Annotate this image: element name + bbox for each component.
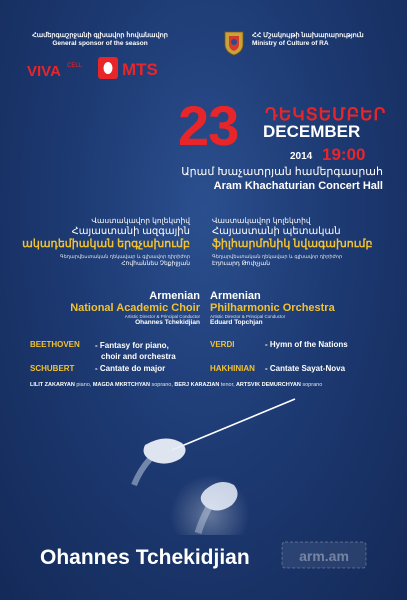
program-beethoven-work	[95, 340, 176, 362]
work-title: - Cantate do major	[95, 364, 166, 373]
hall-name-arm: Արամ Խաչատրյան համերգասրահ	[181, 166, 383, 178]
ensemble-name-en-2: National Academic Choir	[70, 302, 200, 314]
sponsor-line-en: General sponsor of the season	[52, 40, 148, 47]
work-title: - Fantasy for piano,	[95, 341, 169, 350]
viva-sup-text: CELL	[67, 63, 83, 69]
ensemble-name-arm-2: ակադեմիական երգչախումբ	[22, 238, 190, 250]
ensemble-conductor-en: Ohannes Tchekidjian	[135, 319, 200, 326]
watermark-text: arm.am	[299, 548, 349, 564]
event-year: 2014	[290, 151, 313, 162]
mts-text: MTS	[122, 60, 158, 79]
ensemble-role-en: Artistic Director & Principal Conductor	[210, 314, 286, 319]
ensemble-name-arm-1: Հայաստանի պետական	[212, 226, 341, 237]
work-title: choir and orchestra	[101, 352, 176, 361]
right-ensemble-arm	[212, 216, 382, 267]
watermark-logo	[280, 536, 368, 572]
hall-name-en: Aram Khachaturian Concert Hall	[213, 180, 383, 192]
vivacell-logo	[27, 58, 91, 80]
ensemble-role-en: Artistic Director & Principal Conductor	[124, 314, 200, 319]
event-time: 19:00	[322, 145, 366, 164]
baton-icon	[172, 399, 295, 450]
program-schubert	[30, 364, 74, 373]
mts-logo	[98, 55, 170, 81]
sponsor-caption	[30, 32, 170, 48]
right-ensemble-en	[210, 290, 390, 326]
soloist-name: MAGDA MKRTCHYAN	[92, 382, 150, 388]
ensemble-conductor-en: Eduard Topchjan	[210, 319, 263, 326]
viva-text: VIVA	[27, 63, 61, 80]
event-month-arm: ԴԵԿՏԵՄԲԵՐ	[265, 105, 387, 124]
sponsor-line-arm: Համերգաշրջանի գլխավոր հովանավոր	[32, 32, 168, 39]
composer-name: SCHUBERT	[30, 364, 75, 373]
event-day: 23	[178, 94, 239, 157]
soloist-name: BERJ KARAZIAN	[174, 382, 220, 388]
ensemble-conductor-arm: Հովհաննես Չեքիջյան	[121, 261, 190, 267]
program-beethoven	[30, 340, 80, 349]
soloist-name: ARTSVIK DEMURCHYAN	[235, 382, 301, 388]
soloist-name: LILIT ZAKARYAN	[30, 382, 75, 388]
ministry-line-arm: ՀՀ Մշակույթի նախարարություն	[252, 32, 364, 39]
work-title: - Cantate Sayat-Nova	[265, 364, 346, 373]
soloists-line	[30, 382, 322, 388]
composer-name: BEETHOVEN	[30, 340, 80, 349]
ministry-line-en: Ministry of Culture of RA	[252, 40, 329, 47]
event-month-en: DECEMBER	[263, 122, 361, 141]
conductor-name-large: Ohannes Tchekidjian	[40, 546, 250, 569]
soloist-role: soprano,	[151, 382, 173, 388]
soloist-role: soprano	[302, 382, 323, 388]
ensemble-name-en-2: Philharmonic Orchestra	[210, 302, 335, 314]
program-hakhinian	[210, 364, 255, 373]
composer-name: HAKHINIAN	[210, 364, 255, 373]
egg-icon	[104, 62, 113, 74]
ensemble-name-arm-1: Հայաստանի ազգային	[71, 226, 190, 237]
conducting-hands-illustration	[110, 395, 300, 535]
program-verdi	[210, 340, 234, 349]
soloist-role: piano,	[76, 382, 92, 388]
work-title: - Hymn of the Nations	[265, 340, 348, 349]
ensemble-conductor-arm: Էդուարդ Թոփչյան	[212, 261, 271, 267]
composer-name: VERDI	[210, 340, 235, 349]
ensemble-role-arm: Գեղարվեստական ղեկավար և գլխավոր դիրիժոր	[59, 254, 190, 260]
coat-of-arms-icon	[222, 28, 246, 56]
ensemble-role-arm: Գեղարվեստական ղեկավար և գլխավոր դիրիժոր	[212, 254, 343, 260]
ministry-caption	[252, 32, 392, 48]
ensemble-name-arm-2: ֆիլհարմոնիկ նվագախումբ	[212, 238, 373, 250]
left-ensemble-arm	[20, 216, 190, 267]
ensemble-label-arm: Վաստակավոր կոլեկտիվ	[212, 216, 311, 225]
ensemble-name-en-1: Armenian	[149, 290, 200, 302]
ensemble-label-arm: Վաստակավոր կոլեկտիվ	[91, 216, 190, 225]
left-ensemble-en	[60, 290, 200, 326]
ensemble-name-en-1: Armenian	[210, 290, 261, 302]
soloist-role: tenor,	[220, 382, 235, 388]
